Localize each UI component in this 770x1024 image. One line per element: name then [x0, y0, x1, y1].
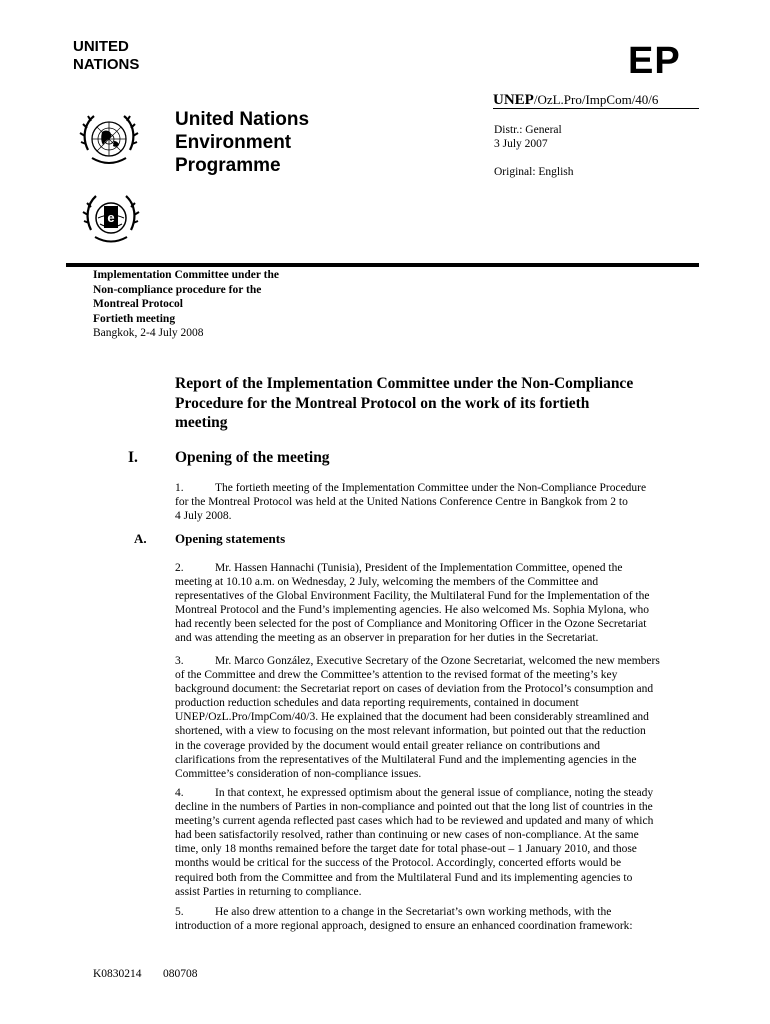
print-date: 080708: [163, 968, 198, 980]
paragraph-line: Mr. Hassen Hannachi (Tunisia), President of the Implementation Committee, opened the: [215, 562, 623, 574]
paragraph-2: [175, 561, 715, 646]
symbol-rule: [493, 108, 699, 109]
symbol-prefix: UNEP: [493, 92, 534, 108]
svg-text:e: e: [107, 210, 115, 225]
paragraph-number: 3.: [175, 655, 184, 667]
paragraph-line: had been satisfactorily resolved, rather than continuing or new cases of non-compliance. At the same: [175, 829, 639, 842]
paragraph-line: Montreal Protocol and the Fund’s implementing agencies. He also welcomed Ms. Sophia Mylona, who: [175, 604, 649, 617]
subsection-number: A.: [134, 531, 147, 546]
title-line1: Report of the Implementation Committee under the Non-Compliance: [175, 375, 634, 392]
section-heading: Opening of the meeting: [175, 449, 330, 466]
paragraph-line: meeting at 10.10 a.m. on Wednesday, 2 July, welcoming the members of the Committee and: [175, 576, 599, 589]
paragraph-line: background document: the Secretariat report on cases of deviation from the Protocol’s consumption and: [175, 683, 654, 696]
subsection-heading: Opening statements: [175, 531, 286, 546]
paragraph-line: decline in the numbers of Parties in non-compliance and pointed out that the long list of countries in the: [175, 801, 653, 814]
paragraph-line: time, only 18 months remained before the target date for total phase-out – 1 January 2010, and those: [175, 843, 637, 856]
paragraph-number: 4.: [175, 787, 184, 799]
paragraph-1: [175, 481, 715, 523]
report-title: [175, 374, 715, 433]
paragraph-line: assist Parties in returning to compliance.: [175, 885, 362, 898]
original-language: Original: English: [494, 166, 574, 178]
paragraph-line: months would be critical for the success of the Protocol. Accordingly, concerted efforts would be: [175, 857, 622, 870]
paragraph-4: [175, 786, 715, 899]
paragraph-line: 4 July 2008.: [175, 510, 232, 523]
symbol-suffix: /OzL.Pro/ImpCom/40/6: [533, 92, 659, 107]
agency-line2: Environment: [175, 132, 292, 153]
distribution-block: [494, 123, 562, 151]
org-line2: NATIONS: [73, 56, 140, 73]
document-date: 3 July 2007: [494, 138, 548, 150]
agency-line3: Programme: [175, 155, 281, 176]
paragraph-line: Mr. Marco González, Executive Secretary of the Ozone Secretariat, welcomed the new members: [215, 655, 660, 667]
title-line2: Procedure for the Montreal Protocol on the work of its fortieth: [175, 394, 590, 412]
meeting-line2: Non-compliance procedure for the: [93, 283, 262, 296]
paragraph-number: 5.: [175, 906, 184, 918]
unep-emblem-icon: [80, 190, 142, 250]
header-divider: [66, 263, 699, 267]
job-number: K0830214: [93, 968, 142, 980]
paragraph-line: UNEP/OzL.Pro/ImpCom/40/3. He explained that the document had been considerably streamlined and: [175, 711, 649, 724]
paragraph-line: In that context, he expressed optimism about the general issue of compliance, noting the steady: [215, 787, 654, 799]
united-nations-label: [73, 38, 139, 74]
paragraph-number: 2.: [175, 562, 184, 574]
paragraph-line: of the Committee and drew the Committee’s attention to the revised format of the meeting’s key: [175, 669, 618, 682]
meeting-line3: Montreal Protocol: [93, 298, 183, 310]
paragraph-3: [175, 654, 715, 781]
ep-mark: EP: [628, 40, 681, 82]
document-symbol: [493, 92, 658, 109]
paragraph-5: [175, 905, 715, 933]
paragraph-line: for the Montreal Protocol was held at the United Nations Conference Centre in Bangkok from 2 to: [175, 496, 628, 509]
paragraph-line: meeting’s current agenda reflected past cases which had to be reviewed and updated and many of which: [175, 815, 654, 828]
paragraph-number: 1.: [175, 482, 184, 494]
meeting-line1: Implementation Committee under the: [93, 269, 279, 281]
section-number: I.: [128, 449, 138, 466]
distr-label: Distr.: General: [494, 124, 562, 136]
org-line1: UNITED: [73, 38, 129, 55]
paragraph-line: The fortieth meeting of the Implementation Committee under the Non-Compliance Procedure: [215, 482, 647, 494]
paragraph-line: Committee’s consideration of non-compliance issues.: [175, 767, 422, 780]
paragraph-line: shortened, with a view to focusing on the most relevant information, but pointed out that the reduction: [175, 725, 646, 738]
paragraph-line: representatives of the Global Environment Facility, the Multilateral Fund for the Implementation of the: [175, 590, 650, 603]
paragraph-line: in the coverage provided by the document would entail greater reliance on contributions and: [175, 739, 601, 752]
agency-name: [175, 108, 309, 177]
paragraph-line: clarifications from the representatives of the Multilateral Fund and the implementing agencies in the: [175, 753, 637, 766]
paragraph-line: required both from the Committee and from the Multilateral Fund and its implementing agencies to: [175, 871, 633, 884]
un-emblem-icon: [76, 108, 142, 174]
meeting-line4: Fortieth meeting: [93, 312, 176, 325]
paragraph-line: introduction of a more regional approach, designed to ensure an enhanced coordination framework:: [175, 920, 633, 933]
paragraph-line: and was attending the meeting as an observer in preparation for her duties in the Secretariat.: [175, 632, 599, 645]
paragraph-line: production reduction schedules and data reporting requirements, contained in document: [175, 697, 579, 710]
title-line3: meeting: [175, 414, 228, 431]
meeting-line5: Bangkok, 2-4 July 2008: [93, 327, 204, 339]
paragraph-line: had recently been selected for the post of Compliance and Monitoring Officer in the Ozone Secretariat: [175, 618, 647, 631]
paragraph-line: He also drew attention to a change in the Secretariat’s own working methods, with the: [215, 906, 612, 918]
agency-line1: United Nations: [175, 109, 310, 130]
meeting-info: [93, 268, 279, 341]
page-footer: [93, 968, 198, 980]
